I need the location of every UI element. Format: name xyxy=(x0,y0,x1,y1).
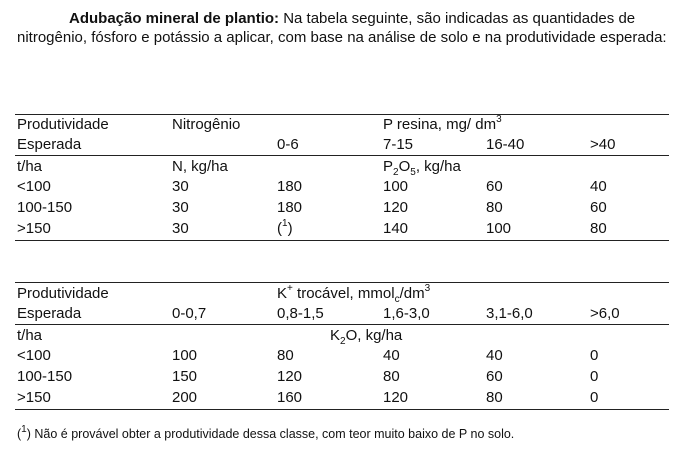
table-rule xyxy=(15,409,669,410)
cell: 120 xyxy=(383,199,409,216)
cell-productivity: 100-150 xyxy=(17,368,73,385)
cell: 120 xyxy=(383,389,409,406)
cell: 80 xyxy=(590,220,607,237)
cell: 140 xyxy=(383,220,409,237)
cell-n: 30 xyxy=(172,199,189,216)
intro-text: Na tabela seguinte, são indicadas as quantidades de nitrogênio, fósforo e potássio a aplicar, com base na análise de solo e na produtividade esperada: xyxy=(17,10,667,46)
cell-n: 30 xyxy=(172,220,189,237)
table-rule xyxy=(15,282,669,283)
unit-k2o: $K_2O$, kg/ha xyxy=(330,327,403,347)
intro-title: Adubação mineral de plantio: xyxy=(69,10,280,27)
col-header: 0-6 xyxy=(277,136,299,153)
unit-nitrogen: N, kg/ha xyxy=(172,158,228,175)
cell-productivity: <100 xyxy=(17,347,51,364)
cell: 200 xyxy=(172,389,198,406)
cell: 0 xyxy=(590,389,599,406)
cell: 100 xyxy=(486,220,512,237)
col-header: 1,6-3,0 xyxy=(383,305,430,322)
cell-productivity: >150 xyxy=(17,389,51,406)
cell: 40 xyxy=(486,347,503,364)
cell-productivity: <100 xyxy=(17,178,51,195)
col-header: 0-0,7 xyxy=(172,305,207,322)
unit-tha: t/ha xyxy=(17,158,43,175)
footnote: ($^1$) Não é provável obter a produtividade dessa classe, com teor muito baixo de P no solo. xyxy=(17,423,515,441)
cell: 40 xyxy=(590,178,607,195)
col-header: >6,0 xyxy=(590,305,620,322)
table-rule xyxy=(15,240,669,241)
footnote-marker: ($^1$) xyxy=(277,218,293,237)
col-header: 0,8-1,5 xyxy=(277,305,324,322)
cell: 0 xyxy=(590,368,599,385)
header-productivity: Produtividade xyxy=(17,116,109,133)
cell: 0 xyxy=(590,347,599,364)
cell: 80 xyxy=(486,389,503,406)
intro-paragraph xyxy=(17,9,672,47)
cell: 120 xyxy=(277,368,303,385)
unit-tha: t/ha xyxy=(17,327,43,344)
table-rule xyxy=(15,114,669,115)
cell-productivity: >150 xyxy=(17,220,51,237)
cell-n: 30 xyxy=(172,178,189,195)
col-header: 16-40 xyxy=(486,136,525,153)
cell: 80 xyxy=(486,199,503,216)
cell: 40 xyxy=(383,347,400,364)
header-nitrogen: Nitrogênio xyxy=(172,116,241,133)
table-rule xyxy=(15,155,669,156)
cell: 60 xyxy=(486,368,503,385)
header-expected: Esperada xyxy=(17,136,82,153)
cell: 180 xyxy=(277,199,303,216)
col-header: 3,1-6,0 xyxy=(486,305,533,322)
header-p-resin: P resina, mg/ $dm^3$ xyxy=(383,114,502,133)
header-k-exchangeable: K+ trocável, $mmol_c/dm^3$ xyxy=(277,283,431,305)
cell: 180 xyxy=(277,178,303,195)
table-rule xyxy=(15,324,669,325)
col-header: 7-15 xyxy=(383,136,414,153)
cell: 80 xyxy=(383,368,400,385)
cell-productivity: 100-150 xyxy=(17,199,73,216)
cell: 100 xyxy=(172,347,198,364)
cell: 160 xyxy=(277,389,303,406)
cell: 60 xyxy=(486,178,503,195)
unit-p2o5: $P_2O_5$, kg/ha xyxy=(383,158,461,178)
cell: 100 xyxy=(383,178,409,195)
col-header: >40 xyxy=(590,136,616,153)
cell: 60 xyxy=(590,199,607,216)
header-expected: Esperada xyxy=(17,305,82,322)
cell: 80 xyxy=(277,347,294,364)
header-productivity: Produtividade xyxy=(17,285,109,302)
cell: 150 xyxy=(172,368,198,385)
